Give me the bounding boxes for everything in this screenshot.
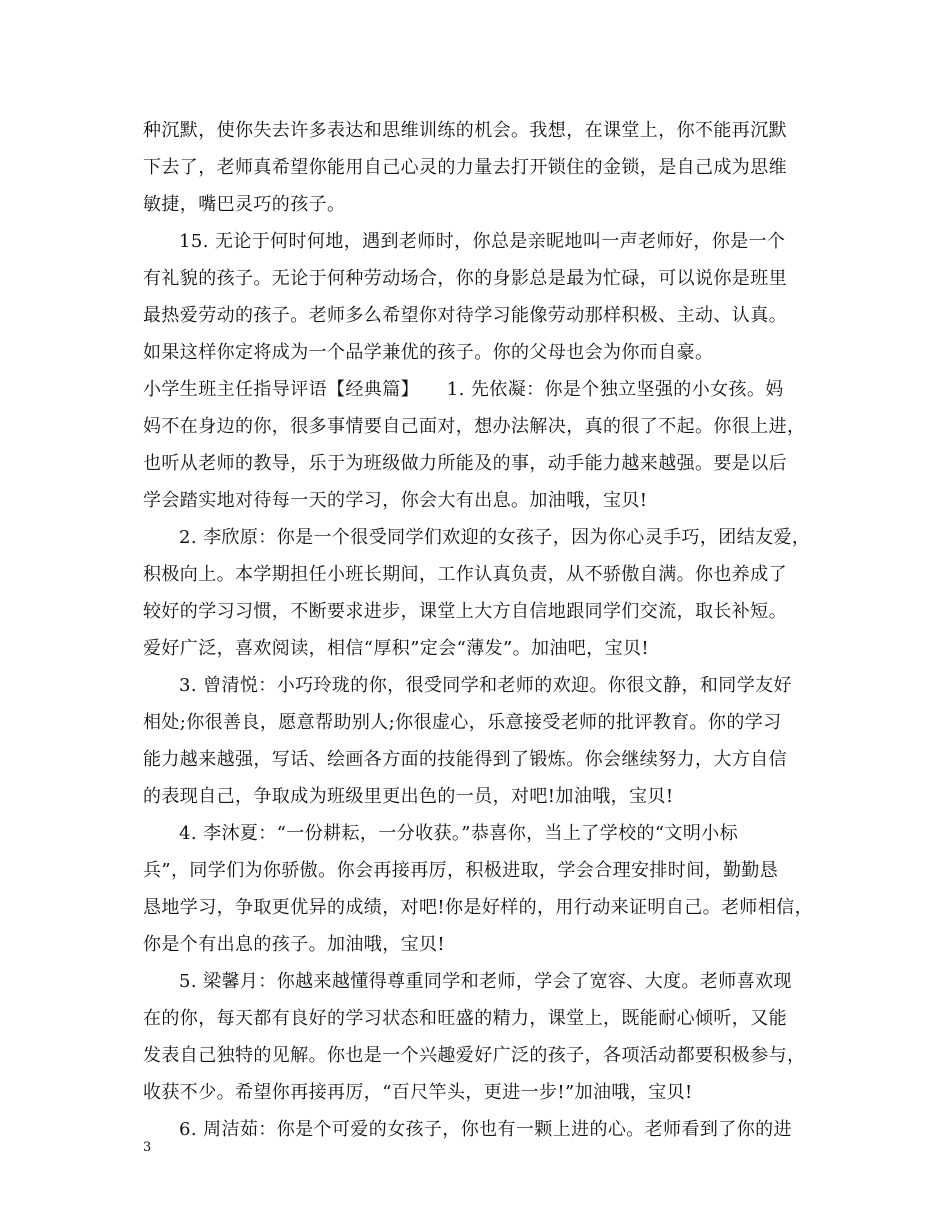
text-line: 如果这样你定将成为一个品学兼优的孩子。你的父母也会为你而自豪。: [143, 342, 714, 363]
text-line: 敏捷，嘴巴灵巧的孩子。: [143, 194, 346, 215]
paragraph-start-3: 3. 曾清悦：小巧玲珑的你，很受同学和老师的欢迎。你很文静，和同学友好: [179, 675, 792, 696]
text-line: 兵”，同学们为你骄傲。你会再接再厉，积极进取，学会合理安排时间，勤勤恳: [143, 860, 779, 881]
page-number: 3: [143, 1140, 152, 1155]
text-line: 在的你，每天都有良好的学习状态和旺盛的精力，课堂上，既能耐心倾听，又能: [143, 1008, 787, 1029]
text-line: 有礼貌的孩子。无论于何种劳动场合，你的身影总是最为忙碌，可以说你是班里: [143, 268, 787, 289]
paragraph-start-4: 4. 李沐夏：“一份耕耘，一分收获。”恭喜你，当上了学校的“文明小标: [179, 823, 739, 844]
text-line: 能力越来越强，写话、绘画各方面的技能得到了锻炼。你会继续努力，大方自信: [143, 749, 787, 770]
text-line: 学会踏实地对待每一天的学习，你会大有出息。加油哦，宝贝!: [143, 490, 648, 511]
text-line: 种沉默，使你失去许多表达和思维训练的机会。我想，在课堂上，你不能再沉默: [143, 120, 787, 141]
paragraph-start-15: 15. 无论于何时何地，遇到老师时，你总是亲昵地叫一声老师好，你是一个: [179, 231, 786, 252]
paragraph-start-5: 5. 梁馨月：你越来越懂得尊重同学和老师，学会了宽容、大度。老师喜欢现: [179, 971, 792, 992]
text-line: 的表现自己，争取成为班级里更出色的一员，对吧!加油哦，宝贝!: [143, 786, 674, 807]
text-line: 最热爱劳动的孩子。老师多么希望你对待学习能像劳动那样积极、主动、认真。: [143, 305, 787, 326]
text-line: 恳地学习，争取更优异的成绩，对吧!你是好样的，用行动来证明自己。老师相信，: [143, 897, 814, 918]
text-line: 也听从老师的教导，乐于为班级做力所能及的事，动手能力越来越强。要是以后: [143, 453, 787, 474]
body-text: [143, 112, 814, 1148]
text-line: 积极向上。本学期担任小班长期间，工作认真负责，从不骄傲自满。你也养成了: [143, 564, 787, 585]
section-heading-line: 小学生班主任指导评语【经典篇】 1. 先依凝：你是个独立坚强的小女孩。妈: [143, 379, 784, 400]
text-line: 较好的学习习惯，不断要求进步，课堂上大方自信地跟同学们交流，取长补短。: [143, 601, 787, 622]
text-line: 爱好广泛，喜欢阅读，相信“厚积”定会“薄发”。加油吧，宝贝!: [143, 638, 650, 659]
text-line: 发表自己独特的见解。你也是一个兴趣爱好广泛的孩子，各项活动都要积极参与，: [143, 1045, 806, 1066]
paragraph-start-6: 6. 周洁茹：你是个可爱的女孩子，你也有一颗上进的心。老师看到了你的进: [179, 1119, 792, 1140]
text-line: 你是个有出息的孩子。加油哦，宝贝!: [143, 934, 446, 955]
text-line: 相处;你很善良，愿意帮助别人;你很虚心，乐意接受老师的批评教育。你的学习: [143, 712, 782, 733]
paragraph-start-2: 2. 李欣原：你是一个很受同学们欢迎的女孩子，因为你心灵手巧，团结友爱，: [179, 527, 811, 548]
text-line: 收获不少。希望你再接再厉，“百尺竿头，更进一步!”加油哦，宝贝!: [143, 1082, 693, 1103]
text-line: 下去了，老师真希望你能用自己心灵的力量去打开锁住的金锁，是自己成为思维: [143, 157, 787, 178]
text-line: 妈不在身边的你，很多事情要自己面对，想办法解决，真的很了不起。你很上进，: [143, 416, 806, 437]
